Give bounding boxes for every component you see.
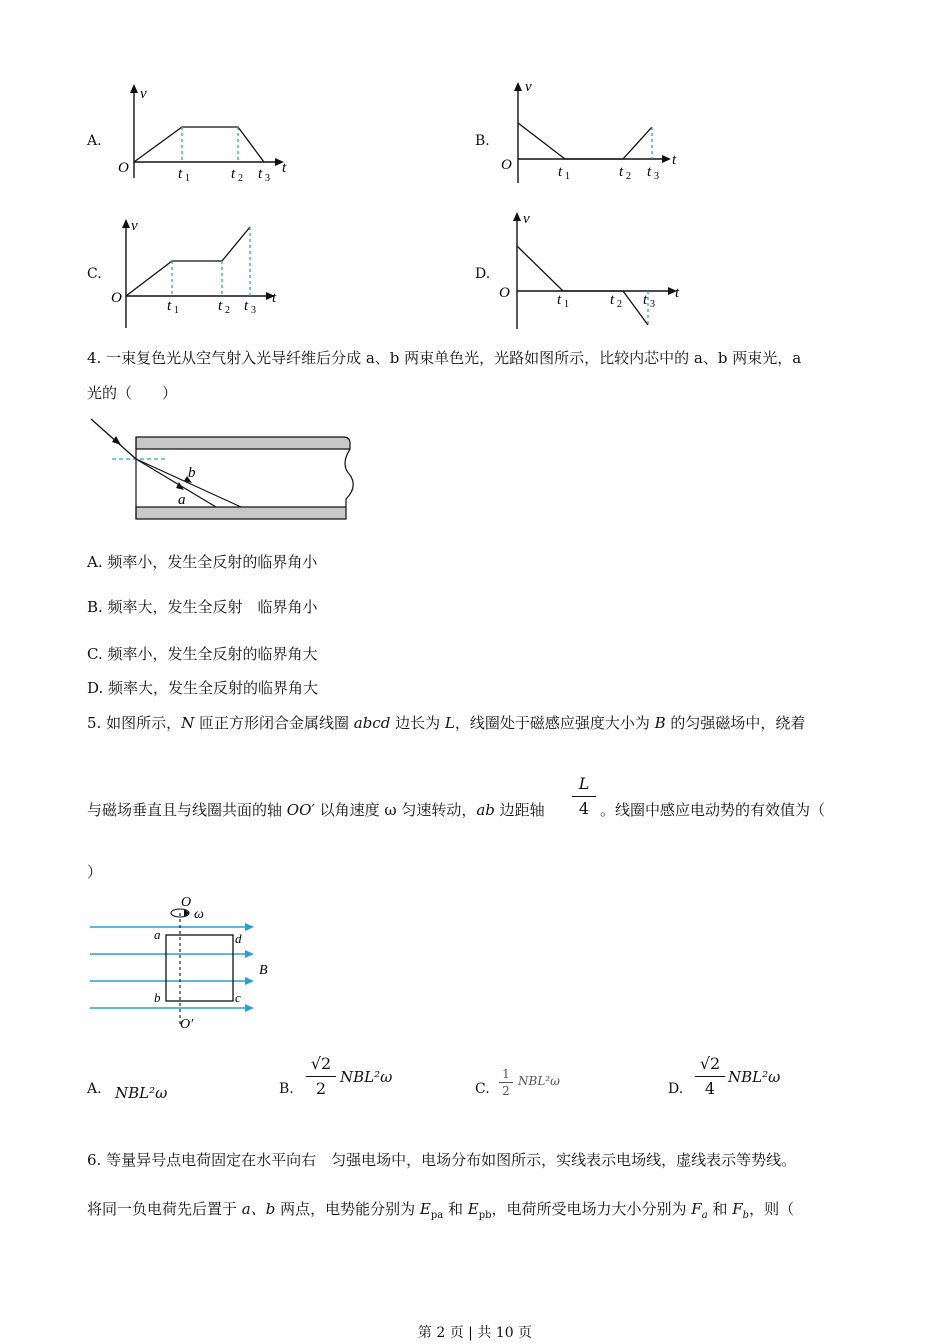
q6-energy-b-sub: pb [478,1210,492,1221]
t3-label: t [647,164,652,180]
q5-text: ，线圈处于磁感应强度大小为 [454,714,655,732]
field-b-label: B [259,963,268,978]
t2-sub: 2 [238,173,243,184]
origin-label: O [111,290,122,306]
graph-b-option: B. [475,133,490,149]
v-axis-label: v [525,79,532,95]
q5-option-c-expr: NBL²ω [518,1074,560,1088]
fraction-numerator: L [572,772,596,797]
q5-option-b-expr: NBL²ω [340,1068,393,1086]
t2-label: t [231,166,236,182]
q6-force-a-sub: a [701,1210,708,1221]
q5-stem-line1 [87,713,805,733]
t3-sub: 3 [251,305,256,316]
t1-label: t [557,292,562,308]
q4-option-b[interactable]: B. 频率大，发生全反射 临界角小 [87,598,318,616]
ray-b-label: b [188,465,196,481]
graph-b-vt [495,75,695,190]
t3-sub: 3 [650,299,655,310]
t2-label: t [218,298,223,314]
t2-label: t [619,164,624,180]
q6-text: 两点，电势能分别为 [275,1200,420,1218]
origin-label: O [501,157,512,173]
t1-sub: 1 [185,173,190,184]
q6-energy-b: E [467,1200,479,1218]
graph-d-option: D. [475,266,491,282]
fraction-denominator: 4 [704,1079,716,1098]
q6-force-a: F [691,1200,702,1218]
origin-label: O [118,160,129,176]
t1-label: t [178,166,183,182]
q6-stem-line2 [87,1199,794,1226]
t3-label: t [244,298,249,314]
t3-label: t [258,166,263,182]
q4-option-a[interactable]: A. 频率小，发生全反射的临界角小 [87,553,318,571]
q5-option-b-label[interactable]: B. [279,1081,294,1097]
q6-energy-a-sub: pa [430,1210,444,1221]
q5-var-n: N [181,714,195,732]
q5-text: 匝正方形闭合金属线圈 [194,714,354,732]
fraction-numerator: √2 [306,1052,336,1077]
graph-c-vt [105,212,305,332]
q5-stem-line3: ） [87,863,103,881]
t-axis-label: t [282,160,287,176]
q5-stem-line2-end: 。线圈中感应电动势的有效值为（ [600,801,826,819]
t-axis-label: t [672,152,677,168]
q6-text: ，电荷所受电场力大小分别为 [491,1200,692,1218]
omega-label: ω [194,907,204,922]
coil-diagram [88,893,288,1038]
v-axis-label: v [523,211,530,227]
fraction-numerator: 1 [499,1066,513,1083]
t1-label: t [167,298,172,314]
q6-text: 和 [707,1200,733,1218]
q4-option-d[interactable]: D. 频率大，发生全反射的临界角大 [87,679,319,697]
corner-c-label: c [235,990,241,1005]
q5-var-ab: ab [476,801,495,819]
t2-sub: 2 [225,305,230,316]
page-footer: 第 2 页 | 共 10 页 [417,1325,533,1341]
q5-option-c-fraction [499,1066,513,1099]
q5-option-d-fraction [695,1052,725,1101]
graph-a-vt [110,80,310,190]
q4-option-c[interactable]: C. 频率小，发生全反射的临界角大 [87,645,318,663]
corner-a-label: a [154,927,161,942]
q5-text: 边距轴 [494,801,545,819]
t3-sub: 3 [654,171,659,182]
graph-d-vt [495,205,695,335]
fiber-diagram [88,415,358,525]
q5-option-a-expr: NBL²ω [115,1084,168,1102]
q5-text: 边长为 [390,714,445,732]
t1-sub: 1 [174,305,179,316]
v-axis-label: v [140,86,147,102]
q6-text: ，则（ [749,1200,795,1218]
q4-stem-line2: 光的（ ） [87,384,178,402]
v-axis-label: v [131,218,138,234]
q6-text: 和 [443,1200,468,1218]
q5-var-l: L [444,714,455,732]
q5-stem-line2 [87,800,545,820]
fraction-denominator: 4 [578,799,590,818]
corner-b-label: b [154,990,161,1005]
q4-stem-line1: 4. 一束复色光从空气射入光导纤维后分成 a、b 两束单色光，光路如图所示，比较内芯中的 a、b 两束光，a [87,349,802,367]
t1-sub: 1 [564,299,569,310]
q5-axis-oo: OO′ [286,801,315,819]
q5-text: 的匀强磁场中，绕着 [665,714,806,732]
t3-label: t [643,292,648,308]
graph-c-option: C. [87,266,102,282]
t-axis-label: t [675,285,680,301]
fraction-denominator: 2 [502,1084,510,1098]
corner-d-label: d [235,931,242,946]
q5-option-a-label[interactable]: A. [87,1081,102,1097]
t-axis-label: t [272,290,277,306]
q5-var-b: B [654,714,666,732]
axis-top-label: O [181,895,192,910]
q5-option-d-expr: NBL²ω [728,1068,781,1086]
q5-option-b-fraction [306,1052,336,1101]
q6-force-b: F [732,1200,743,1218]
q5-text: 以角速度 ω 匀速转动， [314,801,477,819]
t3-sub: 3 [265,173,270,184]
q6-text: 将同一负电荷先后置于 [87,1200,242,1218]
q6-force-b-sub: b [742,1210,750,1221]
q6-stem-line1: 6. 等量异号点电荷固定在水平向右 匀强电场中，电场分布如图所示，实线表示电场线，虚线表示等势线。 [87,1151,797,1169]
origin-label: O [499,285,510,301]
t1-sub: 1 [565,171,570,182]
q6-points-ab: a、b [241,1200,276,1218]
q5-text: 5. 如图所示， [87,714,182,732]
ray-a-label: a [178,492,186,508]
t2-sub: 2 [626,171,631,182]
t2-sub: 2 [617,299,622,310]
q6-energy-a: E [419,1200,431,1218]
fraction-denominator: 2 [315,1079,327,1098]
graph-a-option: A. [87,133,102,149]
q5-text: 与磁场垂直且与线圈共面的轴 [87,801,287,819]
axis-bottom-label: O′ [180,1017,194,1032]
q5-fraction-l-over-4 [572,772,596,821]
t1-label: t [558,164,563,180]
q5-option-d-label[interactable]: D. [668,1081,684,1097]
t2-label: t [610,292,615,308]
fraction-numerator: √2 [695,1052,725,1077]
q5-var-abcd: abcd [353,714,391,732]
q5-option-c-label[interactable]: C. [475,1081,490,1097]
